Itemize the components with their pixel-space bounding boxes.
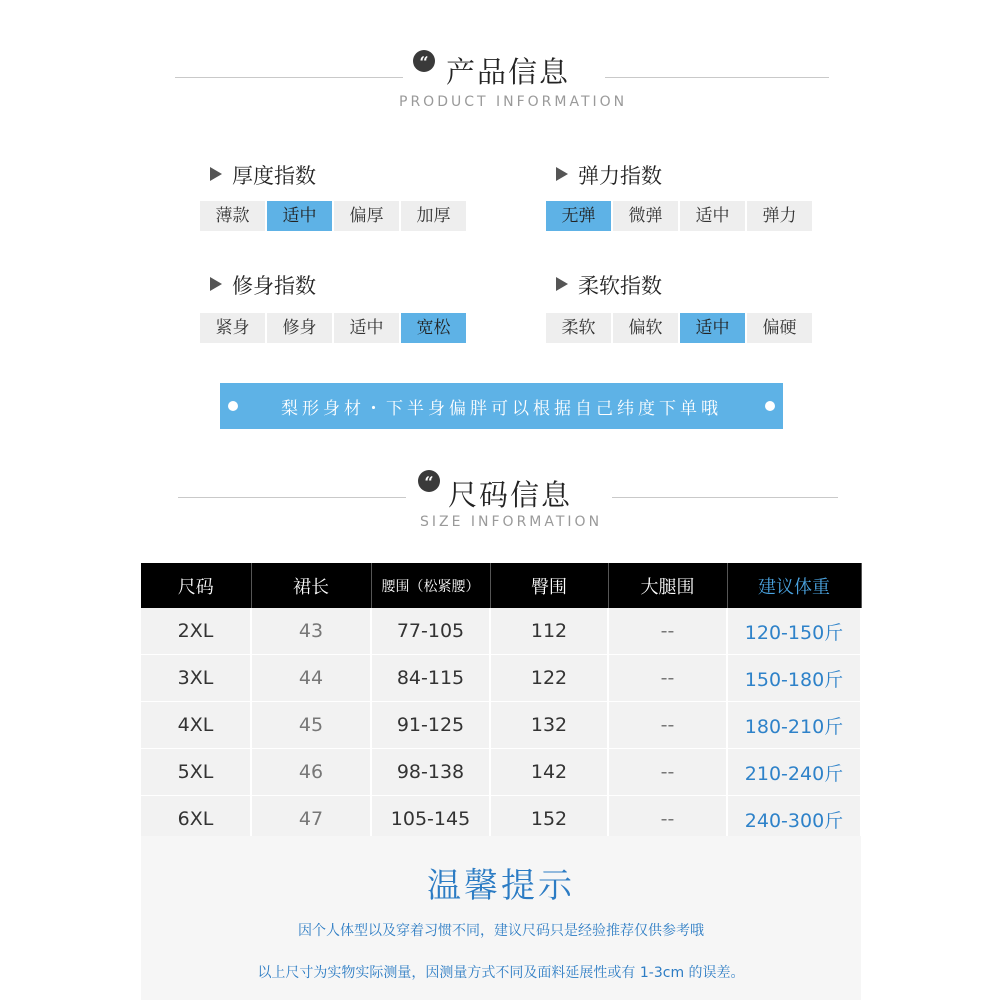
section-subtitle-product: PRODUCT INFORMATION <box>399 94 628 110</box>
cell-weight: 240-300斤 <box>727 796 861 843</box>
option: 微弹 <box>613 201 678 231</box>
option: 加厚 <box>401 201 466 231</box>
cell-length: 43 <box>251 608 371 655</box>
cell-thigh: -- <box>608 702 727 749</box>
header-weight: 建议体重 <box>727 563 861 608</box>
option: 宽松 <box>401 313 466 343</box>
thickness-options <box>200 201 466 231</box>
cell-hip: 112 <box>490 608 608 655</box>
softness-options <box>546 313 812 343</box>
cell-waist: 77-105 <box>371 608 490 655</box>
tips-line-1: 因个人体型以及穿着习惯不同，建议尺码只是经验推荐仅供参考哦 <box>298 923 704 939</box>
cell-length: 47 <box>251 796 371 843</box>
group-softness <box>556 270 662 300</box>
group-fit <box>210 270 316 300</box>
cell-waist: 91-125 <box>371 702 490 749</box>
group-thickness <box>210 160 316 190</box>
cell-size: 5XL <box>141 749 251 796</box>
fit-options <box>200 313 466 343</box>
option: 柔软 <box>546 313 611 343</box>
table-row <box>141 749 861 796</box>
cell-size: 4XL <box>141 702 251 749</box>
option: 偏软 <box>613 313 678 343</box>
cell-weight: 150-180斤 <box>727 655 861 702</box>
header-waist: 腰围（松紧腰） <box>371 563 490 608</box>
cell-thigh: -- <box>608 655 727 702</box>
cell-thigh: -- <box>608 608 727 655</box>
cell-size: 2XL <box>141 608 251 655</box>
cell-waist: 105-145 <box>371 796 490 843</box>
cell-length: 46 <box>251 749 371 796</box>
section-subtitle-size: SIZE INFORMATION <box>420 514 603 530</box>
option: 紧身 <box>200 313 265 343</box>
divider-left <box>175 77 403 78</box>
size-table <box>141 563 862 843</box>
divider-right <box>605 77 829 78</box>
cell-size: 6XL <box>141 796 251 843</box>
elasticity-options <box>546 201 812 231</box>
option: 修身 <box>267 313 332 343</box>
group-label: 弹力指数 <box>578 164 662 188</box>
cell-hip: 132 <box>490 702 608 749</box>
cell-hip: 152 <box>490 796 608 843</box>
divider-right <box>612 497 838 498</box>
option: 弹力 <box>747 201 812 231</box>
quote-icon: “ <box>418 470 440 492</box>
section-title-product: 产品信息 <box>446 55 571 89</box>
cell-length: 45 <box>251 702 371 749</box>
table-row <box>141 655 861 702</box>
group-label: 厚度指数 <box>232 164 316 188</box>
tips-line-2: 以上尺寸为实物实际测量，因测量方式不同及面料延展性或有 1-3cm 的误差。 <box>257 965 745 981</box>
dot-icon <box>765 401 775 411</box>
option: 无弹 <box>546 201 611 231</box>
header-size: 尺码 <box>141 563 251 608</box>
cell-weight: 210-240斤 <box>727 749 861 796</box>
option: 适中 <box>267 201 332 231</box>
option: 薄款 <box>200 201 265 231</box>
header-skirt-length: 裙长 <box>251 563 371 608</box>
dot-icon <box>228 401 238 411</box>
cell-waist: 98-138 <box>371 749 490 796</box>
option: 适中 <box>334 313 399 343</box>
tips-title: 温馨提示 <box>427 866 575 906</box>
cell-hip: 142 <box>490 749 608 796</box>
banner-text: 梨形身材・下半身偏胖可以根据自己纬度下单哦 <box>281 398 722 419</box>
option: 偏厚 <box>334 201 399 231</box>
triangle-right-icon <box>210 277 222 291</box>
triangle-right-icon <box>556 167 568 181</box>
table-row <box>141 608 861 655</box>
cell-hip: 122 <box>490 655 608 702</box>
tips-box <box>141 836 861 1000</box>
option: 适中 <box>680 201 745 231</box>
body-shape-banner <box>220 383 783 429</box>
group-elasticity <box>556 160 662 190</box>
table-header-row <box>141 563 861 608</box>
triangle-right-icon <box>556 277 568 291</box>
cell-weight: 120-150斤 <box>727 608 861 655</box>
cell-thigh: -- <box>608 749 727 796</box>
option: 适中 <box>680 313 745 343</box>
cell-thigh: -- <box>608 796 727 843</box>
group-label: 修身指数 <box>232 274 316 298</box>
divider-left <box>178 497 406 498</box>
cell-weight: 180-210斤 <box>727 702 861 749</box>
group-label: 柔软指数 <box>578 274 662 298</box>
cell-length: 44 <box>251 655 371 702</box>
header-hip: 臀围 <box>490 563 608 608</box>
header-thigh: 大腿围 <box>608 563 727 608</box>
quote-icon: “ <box>413 50 435 72</box>
section-title-size: 尺码信息 <box>448 478 573 512</box>
table-row <box>141 702 861 749</box>
cell-waist: 84-115 <box>371 655 490 702</box>
triangle-right-icon <box>210 167 222 181</box>
cell-size: 3XL <box>141 655 251 702</box>
option: 偏硬 <box>747 313 812 343</box>
